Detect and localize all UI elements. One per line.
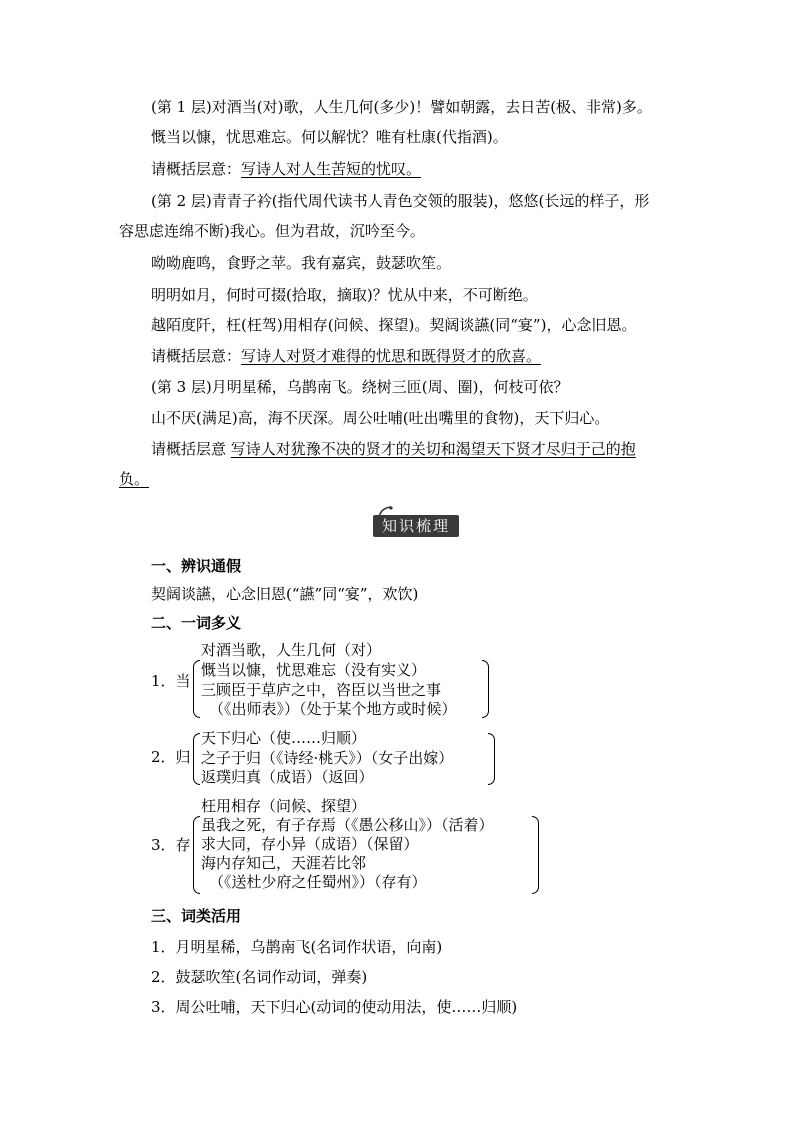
- poem-line-7: 越陌度阡，枉(枉驾)用相存(问候、探望)。契阔谈讌(同“宴”)，心念旧恩。: [151, 316, 637, 334]
- item-1-line-2: 慨当以慷，忧思难忘（没有实义）: [201, 661, 427, 679]
- summary-1-answer: 写诗人对人生苦短的忧叹。: [241, 160, 422, 178]
- poem-line-5: 呦呦鹿鸣，食野之苹。我有嘉宾，鼓瑟吹笙。: [151, 254, 452, 272]
- item-2-brace-right: [488, 733, 495, 785]
- poem-line-8: (第 3 层)月明星稀，乌鹊南飞。绕树三匝(周、圈)，何枝可依？: [151, 378, 569, 396]
- knowledge-badge: [369, 506, 463, 540]
- section-3-item-2: 2．鼓瑟吹笙(名词作动词，弹奏): [151, 968, 368, 986]
- section-3-heading: 三、词类活用: [151, 907, 242, 925]
- item-1-line-4: （《出师表》）（处于某个地方或时候）: [209, 700, 457, 718]
- item-3-brace-right: [532, 816, 539, 894]
- section-3-item-1: 1．月明星稀，乌鹊南飞(名词作状语，向南): [151, 938, 443, 956]
- poem-line-4: 容思虑连绵不断)我心。但为君故，沉吟至今。: [119, 222, 425, 240]
- item-2-line-3: 返璞归真（成语）（返回）: [201, 768, 374, 786]
- poem-line-2: 慨当以慷，忧思难忘。何以解忧？唯有杜康(代指酒)。: [151, 128, 508, 146]
- summary-3-answer-b: 负。: [119, 470, 150, 488]
- poem-line-9: 山不厌(满足)高，海不厌深。周公吐哺(吐出嘴里的食物)，天下归心。: [151, 409, 610, 427]
- poem-line-3: (第 2 层)青青子衿(指代周代读书人青色交领的服装)，悠悠(长远的样子，形: [151, 192, 650, 210]
- summary-3-answer-a: 写诗人对犹豫不决的贤才的关切和渴望天下贤才尽归于己的抱: [230, 440, 636, 458]
- summary-1: [151, 159, 421, 179]
- summary-3: [151, 439, 636, 459]
- section-1-text: 契阔谈讌，心念旧恩(“讌”同“宴”，欢饮): [151, 585, 419, 603]
- item-1-number: 1．当: [151, 672, 191, 690]
- poem-line-1: (第 1 层)对酒当(对)歌，人生几何(多少)！譬如朝露，去日苦(极、非常)多。: [151, 98, 652, 116]
- item-2-line-1: 天下归心（使……归顺）: [201, 729, 367, 747]
- item-1-brace-left: [193, 660, 200, 718]
- item-1-line-1: 对酒当歌，人生几何（对）: [201, 641, 382, 659]
- poem-line-6: 明明如月，何时可掇(拾取，摘取)？忧从中来，不可断绝。: [151, 286, 538, 304]
- item-3-number: 3．存: [151, 836, 191, 854]
- item-3-line-5: （《送杜少府之任蜀州》）（存有）: [209, 873, 427, 891]
- summary-3-prefix: 请概括层意: [151, 440, 227, 458]
- item-1-line-3: 三顾臣于草庐之中，咨臣以当世之事: [201, 681, 442, 699]
- summary-1-prefix: 请概括层意：: [151, 160, 242, 178]
- summary-3-cont: [119, 469, 149, 489]
- summary-2-answer: 写诗人对贤才难得的忧思和既得贤才的欣喜。: [241, 347, 542, 365]
- item-3-line-2: 虽我之死，有子存焉（《愚公移山》）（活着）: [201, 816, 494, 834]
- summary-2: [151, 346, 541, 366]
- item-3-line-4: 海内存知己，天涯若比邻: [201, 854, 367, 872]
- section-3-item-3: 3．周公吐哺，天下归心(动词的使动用法，使……归顺): [151, 998, 518, 1016]
- item-3-brace-left: [193, 816, 200, 894]
- knowledge-badge-label: 知识梳理: [373, 515, 459, 537]
- item-1-brace-right: [482, 660, 489, 718]
- item-2-brace-left: [193, 733, 200, 785]
- summary-2-prefix: 请概括层意：: [151, 347, 242, 365]
- section-2-heading: 二、一词多义: [151, 614, 242, 632]
- item-2-number: 2．归: [151, 748, 191, 766]
- section-1-heading: 一、辨识通假: [151, 557, 242, 575]
- item-3-line-1: 枉用相存（问候、探望）: [201, 797, 367, 815]
- item-2-line-2: 之子于归（《诗经·桃夭》）（女子出嫁）: [201, 749, 454, 767]
- item-3-line-3: 求大同，存小异（成语）（保留）: [201, 835, 419, 853]
